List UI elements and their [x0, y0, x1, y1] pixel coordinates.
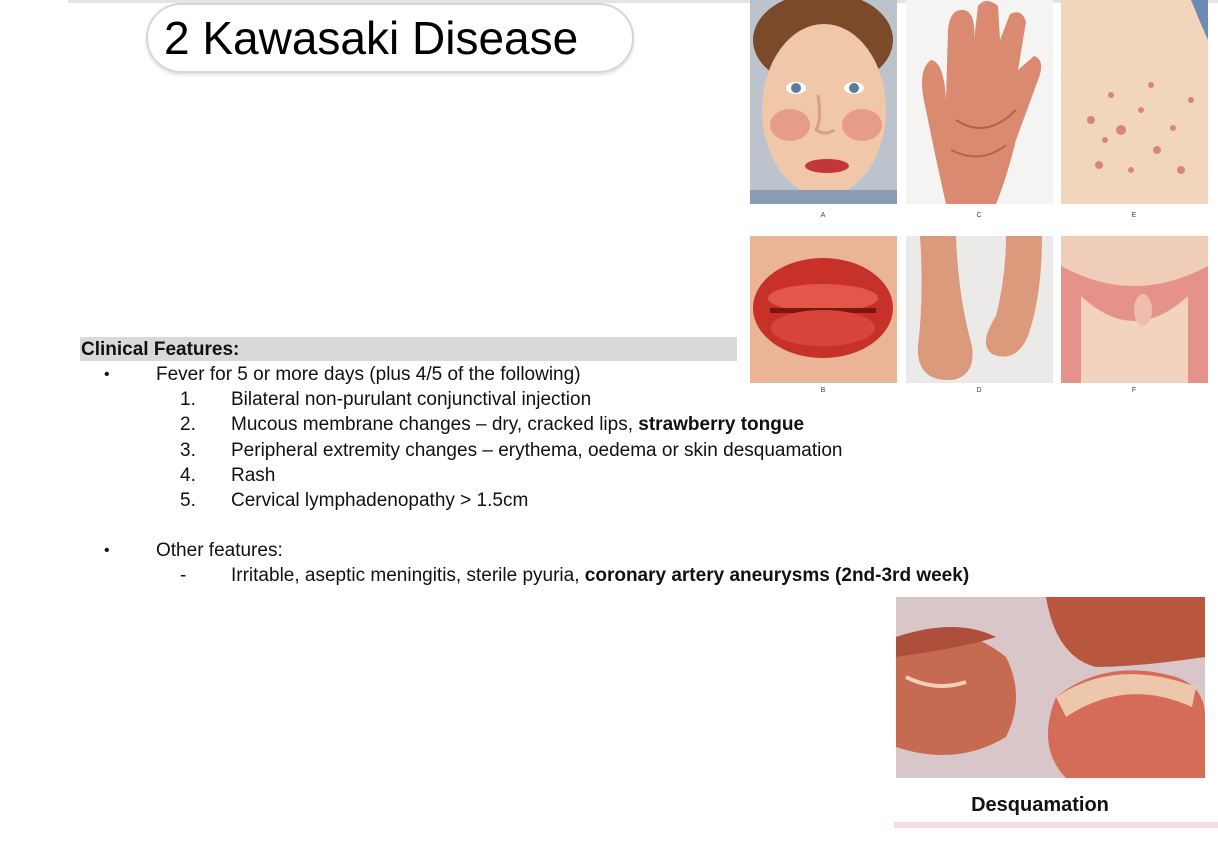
criterion-number: 1.	[180, 389, 196, 410]
bullet-icon: •	[104, 366, 110, 383]
photo-hand	[906, 0, 1053, 204]
photo-back-rash	[1061, 0, 1208, 204]
bullet-text: Other features:	[156, 540, 283, 561]
criterion-text: Rash	[231, 465, 276, 486]
figure-label: F	[1131, 387, 1137, 394]
criterion-number: 2.	[180, 414, 196, 435]
photo-face	[750, 0, 897, 204]
photo-desquamation	[896, 597, 1205, 778]
criterion-text: Peripheral extremity changes – erythema, oedema or skin desquamation	[231, 440, 843, 461]
desquamation-caption: Desquamation	[971, 794, 1109, 816]
page-title: 2 Kawasaki Disease	[146, 3, 634, 73]
figure-label: A	[820, 212, 826, 219]
bullet-icon: •	[104, 542, 110, 559]
decorative-line	[894, 822, 1218, 828]
figure-label: C	[976, 212, 982, 219]
criterion-number: 3.	[180, 440, 196, 461]
dash-marker: -	[180, 565, 187, 586]
bullet-text: Fever for 5 or more days (plus 4/5 of the following)	[156, 364, 581, 385]
criterion-text: Mucous membrane changes – dry, cracked lips, strawberry tongue	[231, 414, 805, 435]
figure-label: D	[976, 387, 982, 394]
section-heading: Clinical Features:	[81, 339, 240, 360]
figure-label: E	[1131, 212, 1137, 219]
photo-groin	[1061, 236, 1208, 383]
criterion-text: Bilateral non-purulant conjunctival injection	[231, 389, 592, 410]
photo-lips	[750, 236, 897, 383]
criterion-text: Cervical lymphadenopathy > 1.5cm	[231, 490, 529, 511]
photo-feet	[906, 236, 1053, 383]
other-features-text: Irritable, aseptic meningitis, sterile pyuria, coronary artery aneurysms (2nd-3rd week)	[231, 565, 970, 586]
criterion-number: 4.	[180, 465, 196, 486]
criterion-number: 5.	[180, 490, 196, 511]
figure-label: B	[820, 387, 826, 394]
